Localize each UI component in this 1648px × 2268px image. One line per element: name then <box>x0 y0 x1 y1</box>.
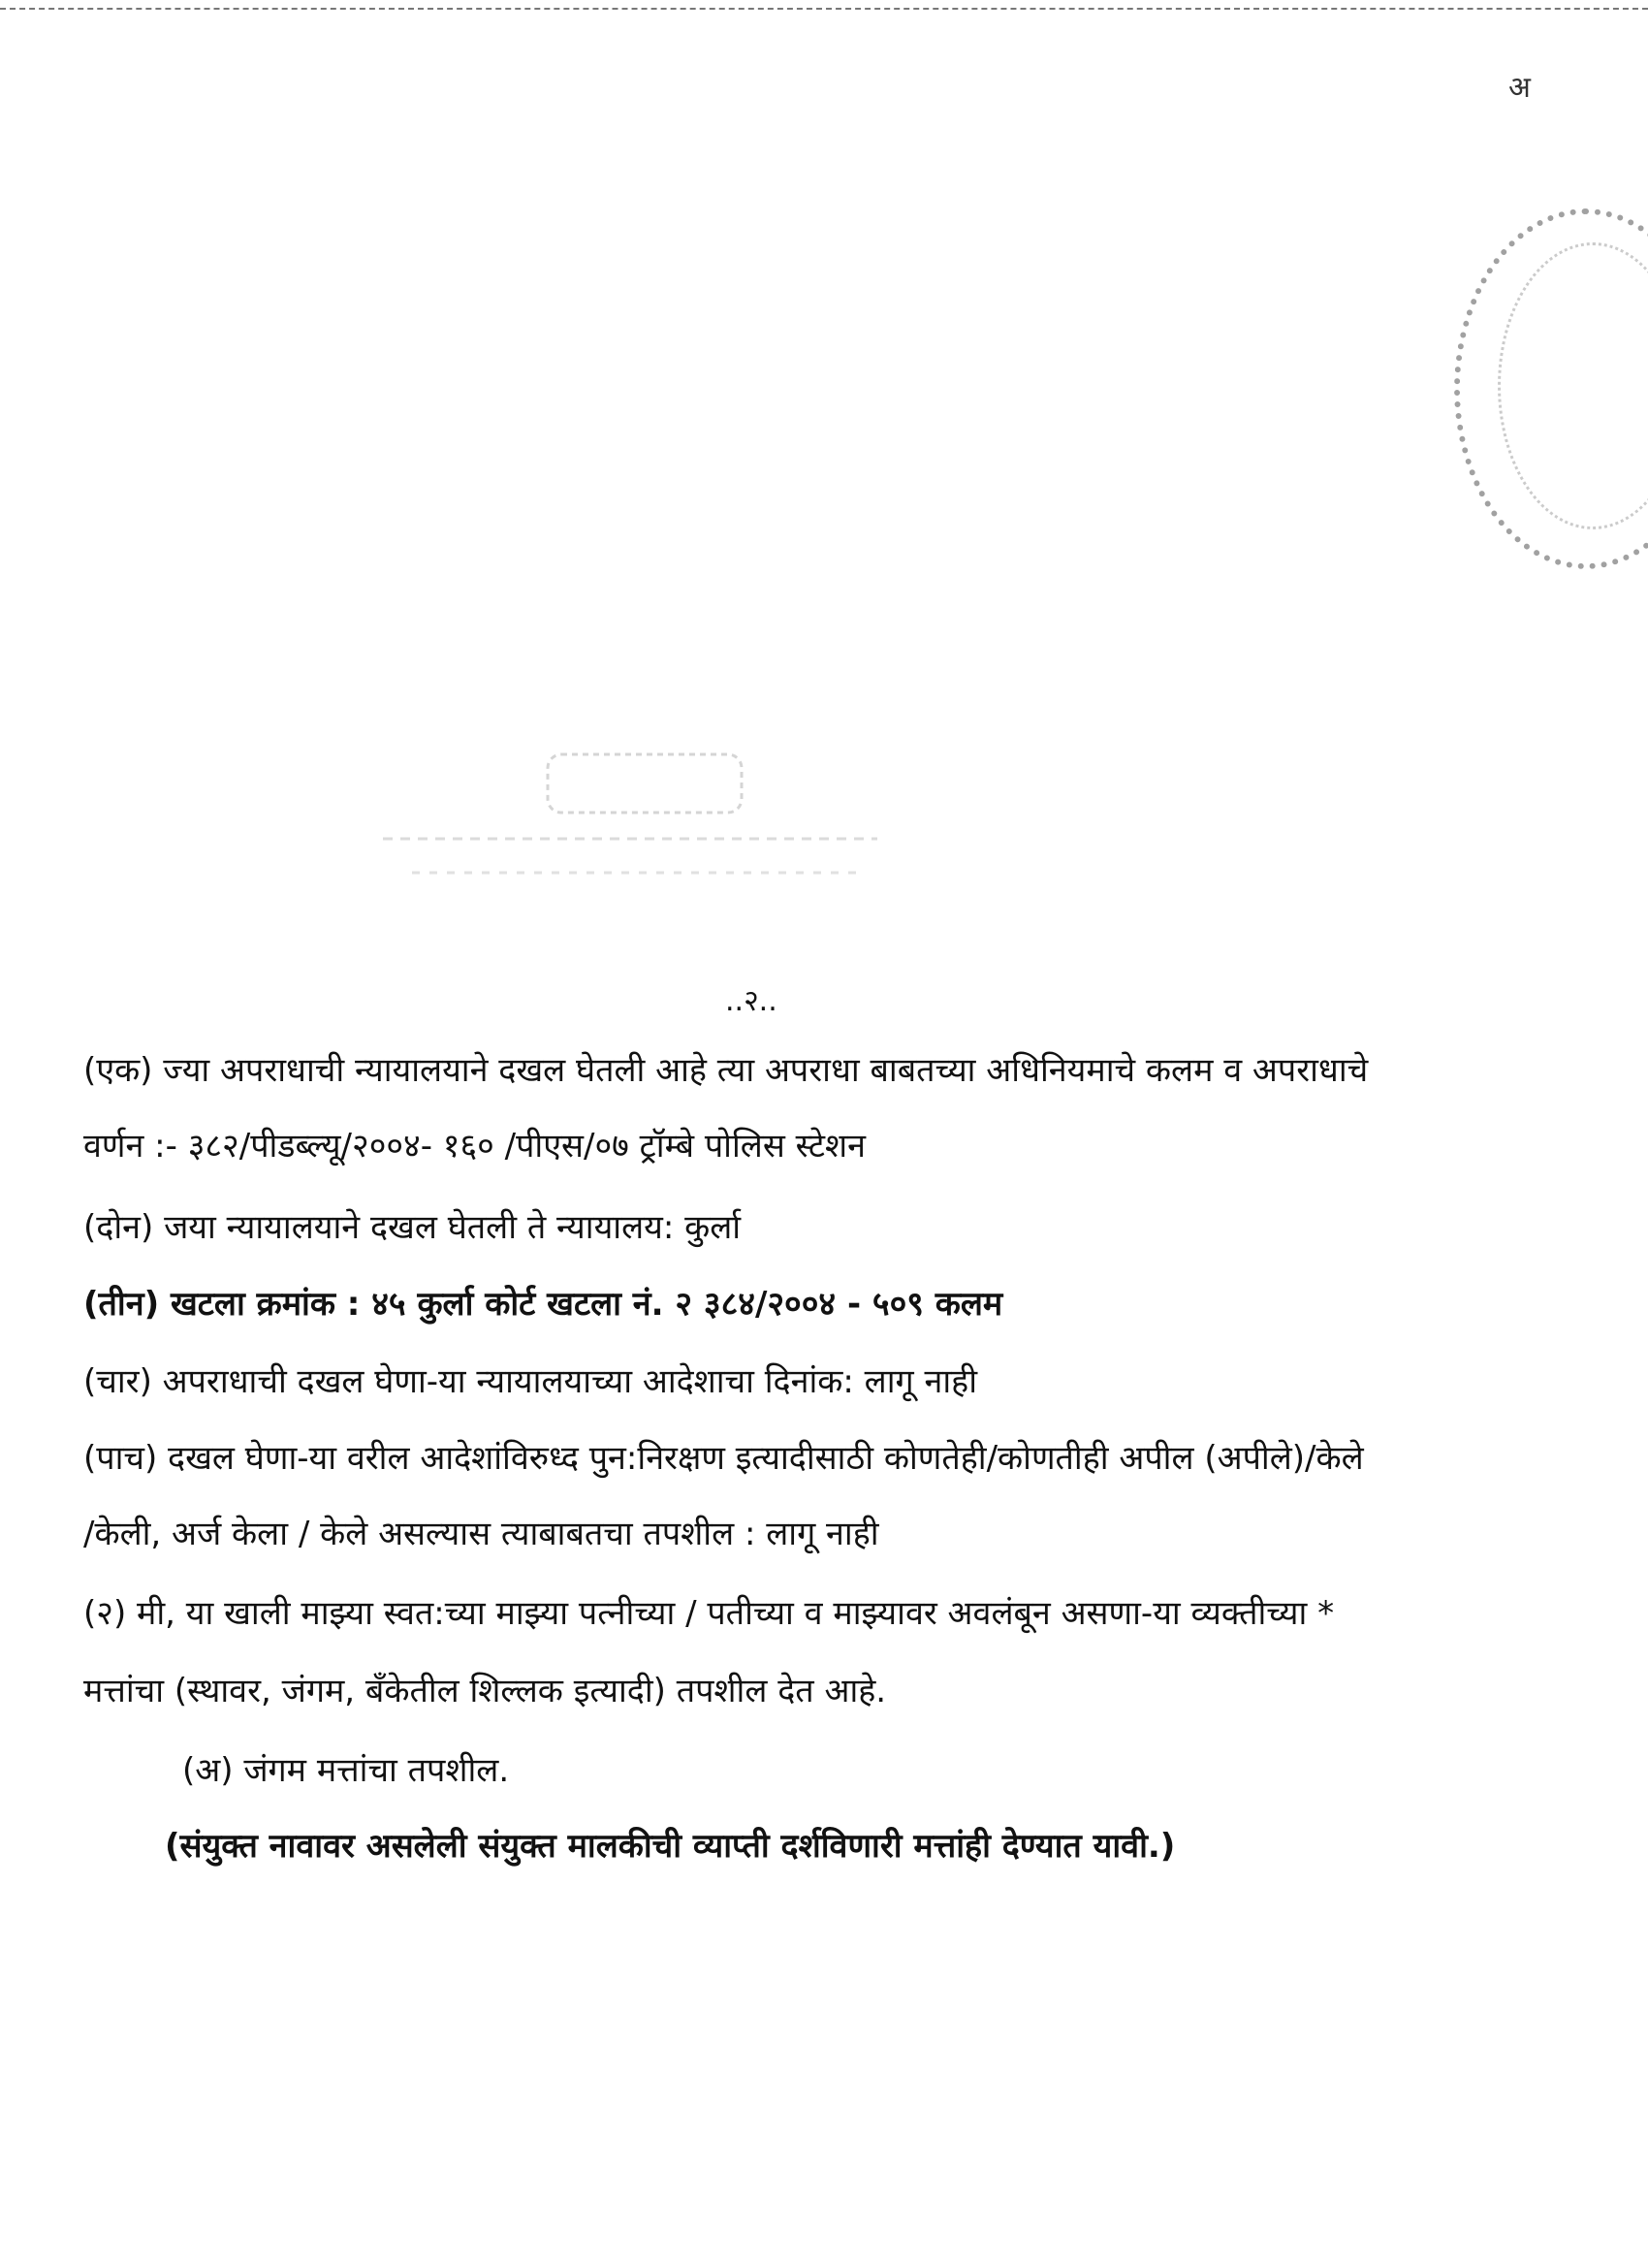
section-two-line-2: मत्तांचा (स्थावर, जंगम, बॅंकेतील शिल्लक इत्यादी) तपशील देत आहे. <box>83 1672 887 1710</box>
top-dashed-rule <box>0 8 1648 10</box>
clause-one-line-1: (एक) ज्या अपराधाची न्यायालयाने दखल घेतली आहे त्या अपराधा बाबतच्या अधिनियमाचे कलम व अपराधाचे <box>83 1051 1369 1090</box>
clause-one-line-2: वर्णन :- ३८२/पीडब्ल्यू/२००४- १६० /पीएस/०७ ट्रॉम्बे पोलिस स्टेशन <box>83 1127 866 1166</box>
page-number: ..२.. <box>725 984 777 1018</box>
section-two-line-1: (२) मी, या खाली माझ्या स्वत:च्या माझ्या पत्नीच्या / पतीच्या व माझ्यावर अवलंबून असणा-या व्यक्तीच्या * <box>83 1594 1335 1633</box>
clause-five-line-1: (पाच) दखल घेणा-या वरील आदेशांविरुध्द पुन:निरक्षण इत्यादीसाठी कोणतेही/कोणतीही अपील (अपीले)/केले <box>83 1439 1364 1478</box>
subsection-a-note: (संयुक्त नावावर असलेली संयुक्त मालकीची व्याप्ती दर्शविणारी मत्तांही देण्यात यावी.) <box>165 1827 1176 1866</box>
corner-mark: अ <box>1508 71 1531 105</box>
clause-three: (तीन) खटला क्रमांक : ४५ कुर्ला कोर्ट खटला नं. २ ३८४/२००४ - ५०९ कलम <box>83 1285 1003 1324</box>
clause-four: (चार) अपराधाची दखल घेणा-या न्यायालयाच्या आदेशाचा दिनांक: लागू नाही <box>83 1362 978 1401</box>
clause-two: (दोन) जया न्यायालयाने दखल घेतली ते न्यायालय: कुर्ला <box>83 1208 742 1247</box>
clause-five-line-2: /केली, अर्ज केला / केले असल्यास त्याबाबतचा तपशील : लागू नाही <box>83 1515 879 1553</box>
faint-stamp <box>373 747 916 911</box>
subsection-a-heading: (अ) जंगम मत्तांचा तपशील. <box>182 1751 510 1790</box>
